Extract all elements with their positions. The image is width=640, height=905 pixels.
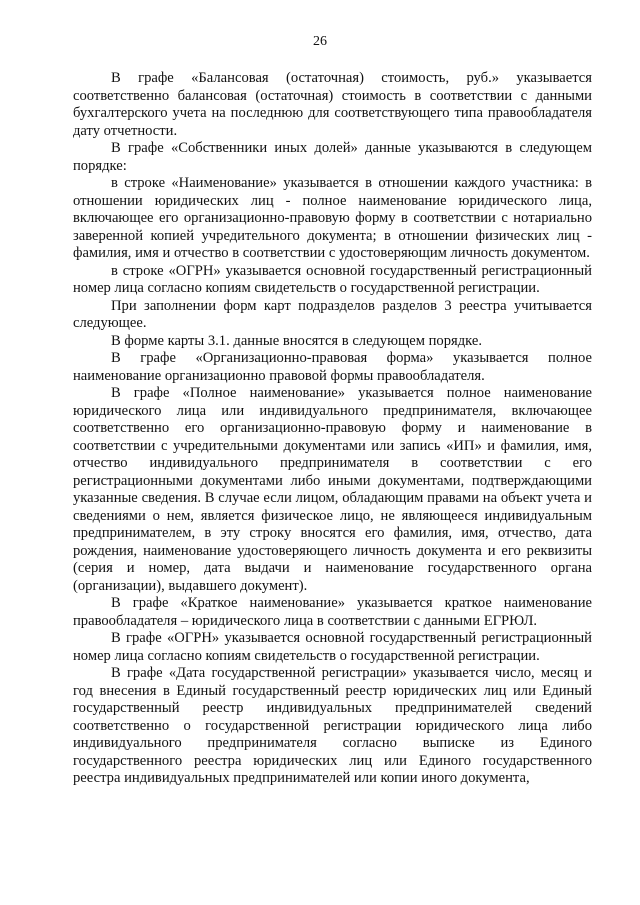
paragraph-form-3-1: В форме карты 3.1. данные вносятся в следующем порядке. [111,332,482,349]
paragraph-forms-intro: При заполнении форм карт подразделов разделов 3 реестра учитывается следующее. [73,297,592,331]
paragraph-ogrn-row: в строке «ОГРН» указывается основной государственный регистрационный номер лица согласно копиям свидетельств о государственной регистрации. [73,262,592,296]
paragraph-ogrn: В графе «ОГРН» указывается основной государственный регистрационный номер лица согласно копиям свидетельств о государственной регистрации. [73,630,592,664]
paragraph-full-name: В графе «Полное наименование» указывается полное наименование юридического лица или индивидуального предпринимателя, включающее соответственно его организационно-правовую форму и наименование в соответствии с учредительными документами или запись «ИП» и фамилия, имя, отчество индивидуального предпринимателя в соответствии с его регистрационными документами либо иными документами, подтверждающими указанные сведения. В случае если лицом, обладающим правами на объект учета и сведениями о нем, является физическое лицо, не являющееся индивидуальным предпринимателем, в эту строку вносятся его фамилия, имя, отчество, дата рождения, наименование удостоверяющего личность документа и его реквизиты (серия и номер, дата выдачи и наименование государственного органа (организации), выдавшего документ). [73,385,592,594]
paragraph-other-owners: В графе «Собственники иных долей» данные указываются в следующем порядке: [73,140,592,174]
paragraph-registration-date: В графе «Дата государственной регистрации» указывается число, месяц и год внесения в Единый государственный реестр юридических лиц или Единый государственный реестр индивидуальных предпринимателей сведений соответственно о государственной регистрации юридического лица либо индивидуального предпринимателя согласно выписке из Единого государственного реестра юридических лиц или Единого государственного реестра индивидуальных предпринимателей или копии иного документа, [73,665,592,786]
paragraph-legal-form: В графе «Организационно-правовая форма» указывается полное наименование организационно правовой формы правообладателя. [73,350,592,384]
paragraph-name-row: в строке «Наименование» указывается в отношении каждого участника: в отношении юридических лиц - полное наименование юридического лица, включающее его организационно-правовую форму в соответствии с нотариально заверенной копией учредительного документа; в отношении физических лиц - фамилия, имя и отчество в соответствии с удостоверяющим личность документом. [73,175,592,261]
page-number: 26 [313,34,327,49]
paragraph-balance-value: В графе «Балансовая (остаточная) стоимость, руб.» указывается соответственно балансовая (остаточная) стоимость в соответствии с данными бухгалтерского учета на последнюю для соответствующего типа правообладателя дату отчетности. [73,70,592,139]
document-body [73,70,592,788]
paragraph-short-name: В графе «Краткое наименование» указывается краткое наименование правообладателя – юридического лица в соответствии с данными ЕГРЮЛ. [73,595,592,629]
